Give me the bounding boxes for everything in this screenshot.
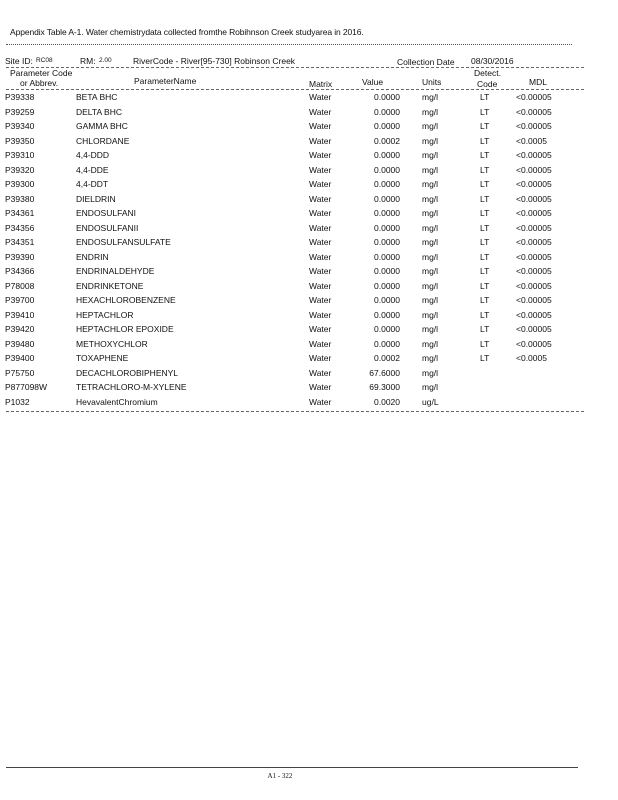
table-row — [0, 310, 618, 325]
cell-units: mg/l — [422, 367, 439, 378]
column-header-divider — [6, 89, 584, 90]
cell-matrix: Water — [309, 396, 332, 407]
table-row — [0, 136, 618, 151]
site-id-label: Site ID: — [5, 56, 33, 66]
cell-matrix: Water — [309, 106, 332, 117]
cell-matrix: Water — [309, 266, 332, 276]
cell-param-code: P39700 — [5, 295, 35, 305]
table-row — [0, 397, 618, 412]
cell-detect-code: LT — [480, 106, 490, 117]
footer-rule — [6, 767, 578, 768]
cell-matrix: Water — [309, 295, 332, 305]
cell-param-code: P75750 — [5, 367, 35, 378]
title-divider — [6, 44, 572, 45]
cell-value: 0.0002 — [374, 353, 400, 363]
cell-param-code: P34366 — [5, 266, 35, 276]
cell-param-code: P39320 — [5, 164, 35, 175]
cell-param-code: P39420 — [5, 324, 35, 334]
cell-detect-code: LT — [480, 266, 490, 276]
cell-param-code: P78008 — [5, 280, 35, 291]
table-row — [0, 194, 618, 209]
cell-mdl: <0.00005 — [516, 222, 552, 233]
cell-detect-code: LT — [480, 324, 490, 334]
cell-matrix: Water — [309, 135, 332, 146]
cell-mdl: <0.00005 — [516, 208, 552, 218]
cell-matrix: Water — [309, 164, 332, 175]
data-table — [0, 92, 618, 411]
page-title: Appendix Table A-1. Water chemistrydata collected fromthe Robihnson Creek studyarea in 2016. — [10, 27, 364, 37]
cell-matrix: Water — [309, 353, 332, 363]
cell-param-code: P39310 — [5, 150, 35, 160]
cell-mdl: <0.00005 — [516, 237, 552, 247]
table-row — [0, 252, 618, 267]
cell-value: 0.0000 — [374, 150, 400, 160]
cell-value: 0.0000 — [374, 179, 400, 189]
cell-mdl: <0.00005 — [516, 309, 552, 320]
cell-param-name: GAMMA BHC — [76, 121, 128, 131]
rm-label: RM: — [80, 56, 96, 66]
cell-param-name: ENDOSULFANSULFATE — [76, 237, 171, 247]
cell-param-code: P39350 — [5, 135, 35, 146]
cell-param-code: P39480 — [5, 338, 35, 349]
cell-param-code: P39338 — [5, 92, 35, 102]
cell-units: mg/l — [422, 266, 439, 276]
cell-detect-code: LT — [480, 164, 490, 175]
cell-param-name: HEXACHLOROBENZENE — [76, 295, 176, 305]
col-mdl: MDL — [529, 77, 547, 87]
cell-units: mg/l — [422, 106, 439, 117]
cell-detect-code: LT — [480, 208, 490, 218]
table-row — [0, 165, 618, 180]
cell-mdl: <0.00005 — [516, 251, 552, 262]
cell-param-name: ENDRINALDEHYDE — [76, 266, 155, 276]
cell-units: ug/L — [422, 396, 439, 407]
cell-detect-code: LT — [480, 251, 490, 262]
col-param-code-line2: or Abbrev. — [20, 78, 59, 88]
table-row — [0, 295, 618, 310]
cell-units: mg/l — [422, 338, 439, 349]
cell-param-name: 4,4-DDD — [76, 150, 110, 160]
cell-param-code: P34351 — [5, 237, 35, 247]
table-row — [0, 382, 618, 397]
cell-detect-code: LT — [480, 193, 490, 204]
cell-matrix: Water — [309, 193, 332, 204]
cell-value: 0.0000 — [374, 295, 400, 305]
cell-units: mg/l — [422, 164, 439, 175]
rm-value: 2.00 — [99, 57, 112, 64]
cell-param-name: DIELDRIN — [76, 193, 116, 204]
cell-matrix: Water — [309, 382, 332, 392]
table-row — [0, 266, 618, 281]
cell-detect-code: LT — [480, 135, 490, 146]
col-detect-line2: Code — [477, 79, 498, 89]
table-row — [0, 121, 618, 136]
cell-mdl: <0.00005 — [516, 179, 552, 189]
cell-value: 0.0002 — [374, 135, 400, 146]
cell-mdl: <0.00005 — [516, 280, 552, 291]
col-param-code-line1: Parameter Code — [10, 68, 73, 78]
cell-detect-code: LT — [480, 338, 490, 349]
cell-matrix: Water — [309, 280, 332, 291]
cell-matrix: Water — [309, 324, 332, 334]
cell-param-code: P39300 — [5, 179, 35, 189]
cell-value: 0.0020 — [374, 396, 400, 407]
col-param-name: ParameterName — [134, 76, 197, 86]
cell-param-code: P39340 — [5, 121, 35, 131]
cell-units: mg/l — [422, 121, 439, 131]
cell-value: 0.0000 — [374, 338, 400, 349]
cell-detect-code: LT — [480, 353, 490, 363]
cell-units: mg/l — [422, 382, 439, 392]
cell-mdl: <0.00005 — [516, 193, 552, 204]
table-row — [0, 339, 618, 354]
cell-mdl: <0.00005 — [516, 338, 552, 349]
col-matrix: Matrix — [309, 79, 333, 89]
cell-param-name: CHLORDANE — [76, 135, 130, 146]
table-row — [0, 179, 618, 194]
table-row — [0, 92, 618, 107]
cell-detect-code: LT — [480, 295, 490, 305]
cell-param-code: P39380 — [5, 193, 35, 204]
cell-value: 0.0000 — [374, 280, 400, 291]
table-row — [0, 223, 618, 238]
cell-detect-code: LT — [480, 179, 490, 189]
cell-matrix: Water — [309, 367, 332, 378]
cell-param-name: TOXAPHENE — [76, 353, 129, 363]
table-row — [0, 353, 618, 368]
collection-date-label: Collection Date — [397, 57, 455, 67]
cell-param-name: ENDOSULFANII — [76, 222, 139, 233]
cell-units: mg/l — [422, 92, 439, 102]
cell-units: mg/l — [422, 135, 439, 146]
table-row — [0, 281, 618, 296]
cell-mdl: <0.00005 — [516, 121, 552, 131]
cell-value: 67.6000 — [369, 367, 400, 378]
cell-units: mg/l — [422, 237, 439, 247]
cell-param-name: HEPTACHLOR — [76, 309, 134, 320]
cell-value: 0.0000 — [374, 266, 400, 276]
cell-param-code: P39390 — [5, 251, 35, 262]
col-value: Value — [362, 77, 384, 87]
cell-matrix: Water — [309, 309, 332, 320]
cell-param-name: DELTA BHC — [76, 106, 122, 117]
cell-param-code: P39400 — [5, 353, 35, 363]
cell-matrix: Water — [309, 338, 332, 349]
cell-param-code: P34356 — [5, 222, 35, 233]
cell-units: mg/l — [422, 295, 439, 305]
table-row — [0, 208, 618, 223]
table-row — [0, 324, 618, 339]
cell-detect-code: LT — [480, 237, 490, 247]
cell-param-code: P39410 — [5, 309, 35, 320]
cell-units: mg/l — [422, 222, 439, 233]
river-code: RiverCode - River[95-730] Robinson Creek — [133, 56, 296, 66]
cell-mdl: <0.00005 — [516, 92, 552, 102]
cell-param-code: P877098W — [5, 382, 48, 392]
cell-value: 0.0000 — [374, 309, 400, 320]
cell-units: mg/l — [422, 309, 439, 320]
table-row — [0, 107, 618, 122]
cell-detect-code: LT — [480, 121, 490, 131]
cell-param-name: ENDRINKETONE — [76, 280, 144, 291]
cell-units: mg/l — [422, 179, 439, 189]
cell-units: mg/l — [422, 193, 439, 204]
table-row — [0, 368, 618, 383]
cell-mdl: <0.00005 — [516, 106, 552, 117]
cell-param-name: BETA BHC — [76, 92, 118, 102]
cell-matrix: Water — [309, 150, 332, 160]
cell-units: mg/l — [422, 353, 439, 363]
table-row — [0, 150, 618, 165]
cell-matrix: Water — [309, 222, 332, 233]
page-number: A1 - 322 — [267, 772, 293, 780]
cell-param-code: P1032 — [5, 396, 30, 407]
cell-detect-code: LT — [480, 150, 490, 160]
cell-mdl: <0.0005 — [516, 353, 547, 363]
cell-value: 0.0000 — [374, 164, 400, 175]
cell-mdl: <0.00005 — [516, 324, 552, 334]
cell-value: 0.0000 — [374, 222, 400, 233]
cell-detect-code: LT — [480, 222, 490, 233]
cell-param-name: ENDOSULFANI — [76, 208, 136, 218]
cell-detect-code: LT — [480, 280, 490, 291]
cell-mdl: <0.00005 — [516, 295, 552, 305]
cell-units: mg/l — [422, 208, 439, 218]
cell-param-name: 4,4-DDE — [76, 164, 109, 175]
cell-detect-code: LT — [480, 309, 490, 320]
cell-mdl: <0.00005 — [516, 266, 552, 276]
table-row — [0, 237, 618, 252]
collection-date-value: 08/30/2016 — [471, 56, 514, 66]
cell-units: mg/l — [422, 324, 439, 334]
cell-matrix: Water — [309, 251, 332, 262]
cell-param-code: P34361 — [5, 208, 35, 218]
cell-value: 0.0000 — [374, 92, 400, 102]
site-id-value: RC08 — [36, 57, 53, 64]
cell-param-name: ENDRIN — [76, 251, 109, 262]
cell-value: 0.0000 — [374, 237, 400, 247]
cell-value: 0.0000 — [374, 208, 400, 218]
cell-detect-code: LT — [480, 92, 490, 102]
cell-value: 69.3000 — [369, 382, 400, 392]
cell-param-name: 4,4-DDT — [76, 179, 109, 189]
cell-mdl: <0.00005 — [516, 150, 552, 160]
cell-param-name: METHOXYCHLOR — [76, 338, 148, 349]
col-detect-line1: Detect. — [474, 68, 501, 78]
cell-mdl: <0.0005 — [516, 135, 547, 146]
cell-value: 0.0000 — [374, 106, 400, 117]
cell-matrix: Water — [309, 121, 332, 131]
cell-units: mg/l — [422, 251, 439, 262]
cell-param-name: TETRACHLORO-M-XYLENE — [76, 382, 187, 392]
cell-matrix: Water — [309, 179, 332, 189]
cell-param-name: DECACHLOROBIPHENYL — [76, 367, 179, 378]
cell-mdl: <0.00005 — [516, 164, 552, 175]
cell-value: 0.0000 — [374, 121, 400, 131]
cell-value: 0.0000 — [374, 251, 400, 262]
cell-matrix: Water — [309, 237, 332, 247]
cell-matrix: Water — [309, 92, 332, 102]
cell-units: mg/l — [422, 280, 439, 291]
cell-param-name: HevavalentChromium — [76, 396, 158, 407]
col-units: Units — [422, 77, 442, 87]
cell-param-code: P39259 — [5, 106, 35, 117]
cell-units: mg/l — [422, 150, 439, 160]
cell-value: 0.0000 — [374, 193, 400, 204]
table-end-divider — [6, 411, 584, 412]
cell-value: 0.0000 — [374, 324, 400, 334]
cell-param-name: HEPTACHLOR EPOXIDE — [76, 324, 174, 334]
cell-matrix: Water — [309, 208, 332, 218]
